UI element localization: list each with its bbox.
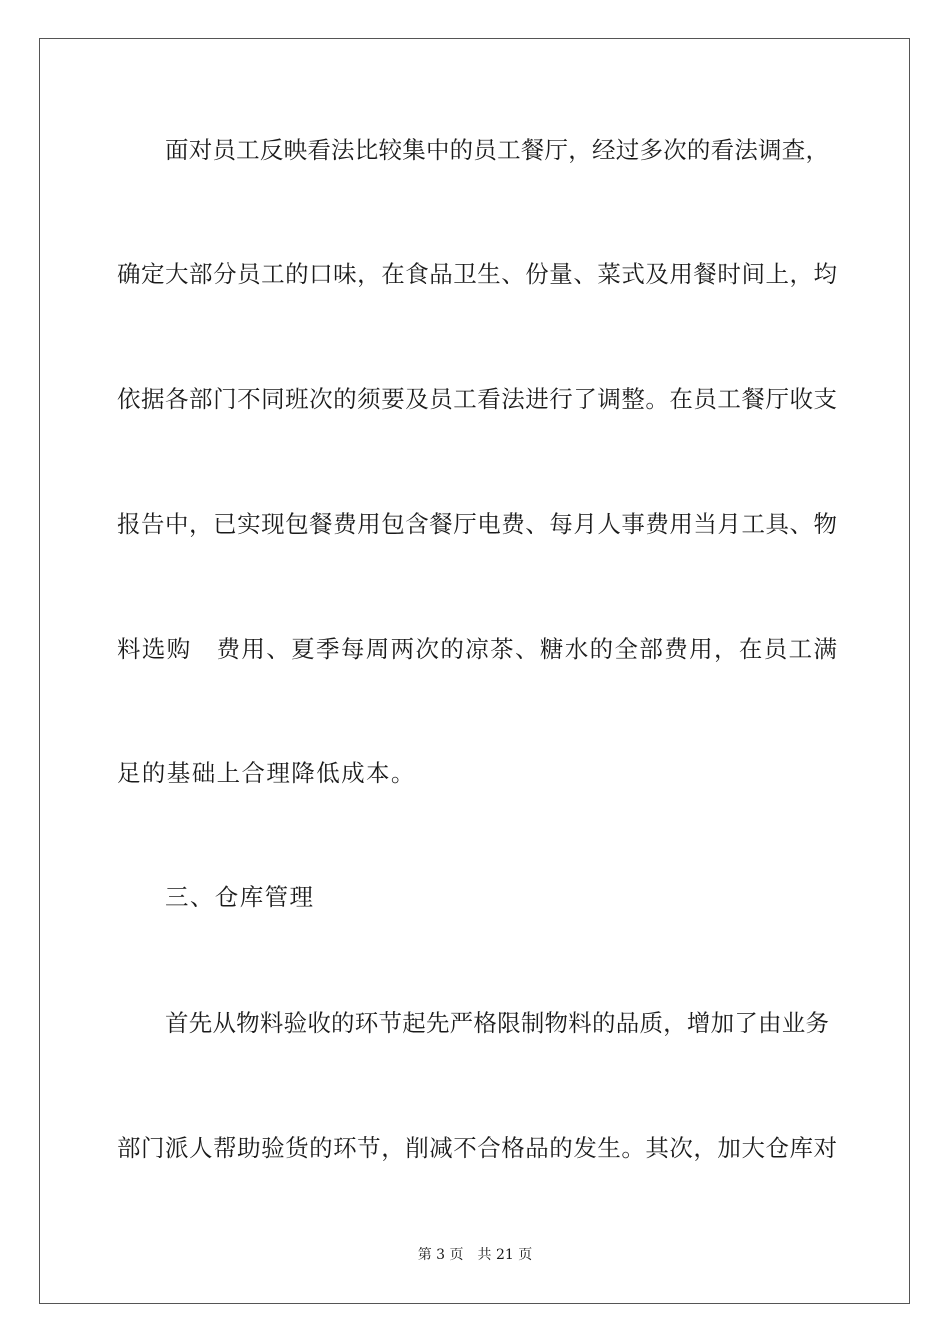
paragraph-line: 依据各部门不同班次的须要及员工看法进行了调整。在员工餐厅收支	[117, 385, 837, 413]
paragraph-line: 料选购 费用、夏季每周两次的凉茶、糖水的全部费用，在员工满	[117, 635, 837, 663]
paragraph-line: 面对员工反映看法比较集中的员工餐厅，经过多次的看法调查，	[165, 136, 829, 164]
paragraph-line: 足的基础上合理降低成本。	[117, 759, 416, 787]
paragraph-line: 部门派人帮助验货的环节，削减不合格品的发生。其次，加大仓库对	[117, 1134, 837, 1162]
page-number-footer: 第 3 页 共 21 页	[417, 1247, 533, 1263]
paragraph-line: 报告中，已实现包餐费用包含餐厅电费、每月人事费用当月工具、物	[117, 510, 837, 538]
paragraph-line: 确定大部分员工的口味，在食品卫生、份量、菜式及用餐时间上，均	[117, 260, 837, 288]
section-heading: 三、仓库管理	[165, 883, 315, 911]
page-border	[39, 38, 910, 1304]
paragraph-line: 首先从物料验收的环节起先严格限制物料的品质，增加了由业务	[165, 1009, 829, 1037]
